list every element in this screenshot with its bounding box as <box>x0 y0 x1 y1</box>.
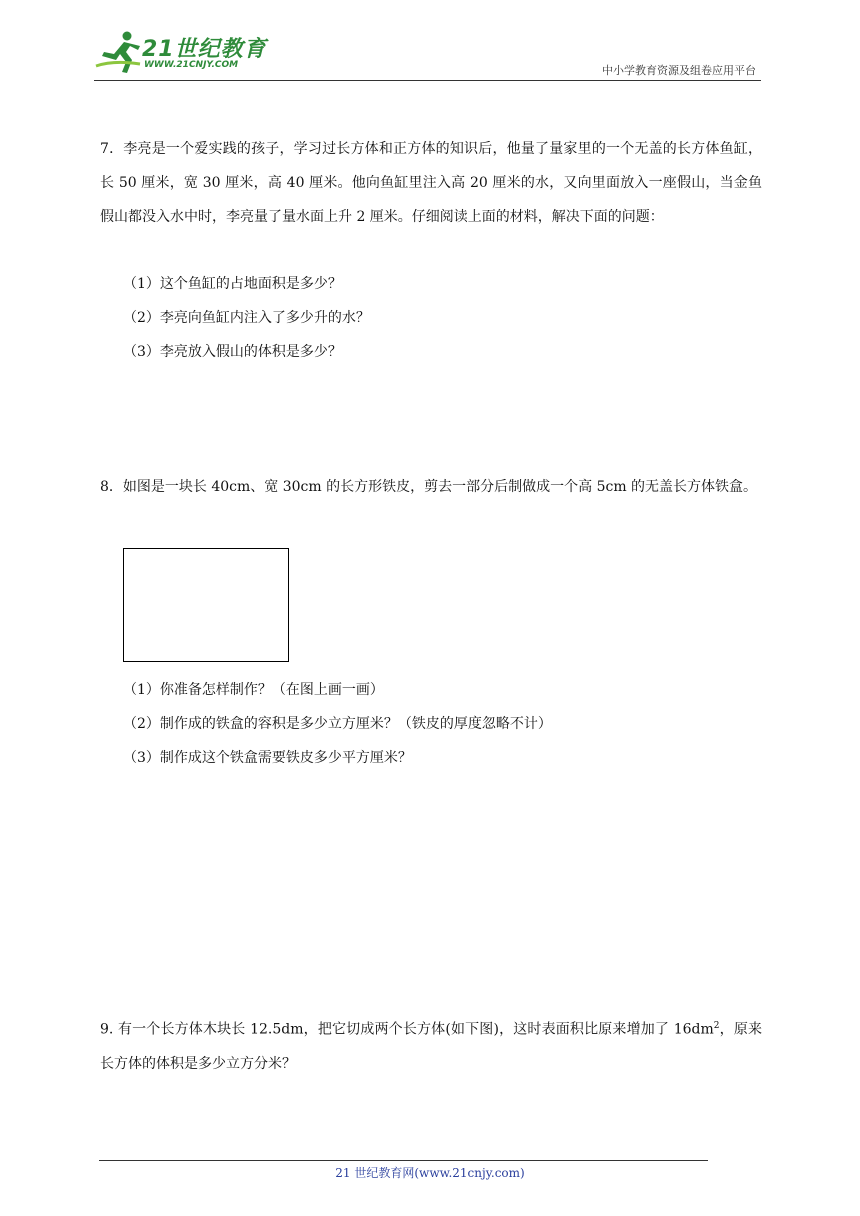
question-8-sub-1: （1）你准备怎样制作？（在图上画一画） <box>123 682 384 698</box>
question-8-text: 8．如图是一块长 40cm、宽 30cm 的长方形铁皮，剪去一部分后制做成一个高 5cm 的无盖长方体铁盒。 <box>100 479 758 495</box>
question-8 <box>100 470 762 504</box>
question-9-text-after: ，原来长方体的体积是多少立方分米？ <box>100 1021 763 1072</box>
logo-url: WWW.21CNJY.COM <box>144 60 239 70</box>
footer-text: 21 世纪教育网(www.21cnjy.com) <box>335 1166 525 1180</box>
question-9-text-before: 9. 有一个长方体木块长 12.5dm，把它切成两个长方体(如下图)，这时表面积比原来增加了 16dm <box>100 1021 714 1038</box>
question-9-superscript: 2 <box>713 1021 720 1031</box>
logo <box>94 30 267 78</box>
question-8-sub-2: （2）制作成的铁盒的容积是多少立方厘米？（铁皮的厚度忽略不计） <box>123 716 552 732</box>
question-9-text <box>100 1009 762 1081</box>
question-7-sub-3: （3）李亮放入假山的体积是多少？ <box>123 344 342 360</box>
question-9 <box>100 1009 762 1081</box>
footer-divider <box>99 1160 708 1161</box>
platform-name: 中小学教育资源及组卷应用平台 <box>602 64 756 77</box>
page-header <box>0 0 860 80</box>
question-7 <box>100 132 762 234</box>
question-8-sub-3: （3）制作成这个铁盒需要铁皮多少平方厘米？ <box>123 750 412 766</box>
logo-title: 21世纪教育 <box>142 37 267 62</box>
runner-logo-icon <box>94 30 146 74</box>
question-7-sub-2: （2）李亮向鱼缸内注入了多少升的水？ <box>123 310 370 326</box>
question-7-sub-1: （1）这个鱼缸的占地面积是多少？ <box>123 276 342 292</box>
iron-sheet-rectangle <box>123 548 289 662</box>
header-divider <box>94 80 761 81</box>
question-7-text: 7．李亮是一个爱实践的孩子，学习过长方体和正方体的知识后，他量了量家里的一个无盖的长方体鱼缸，长 50 厘米，宽 30 厘米，高 40 厘米。他向鱼缸里注入高 20 厘米的水，又向里面放入一座假山，当金鱼假山都没入水中时，李亮量了量水面上升 2 厘米。仔细阅读上面的材料，解决下面的问题： <box>100 141 762 225</box>
